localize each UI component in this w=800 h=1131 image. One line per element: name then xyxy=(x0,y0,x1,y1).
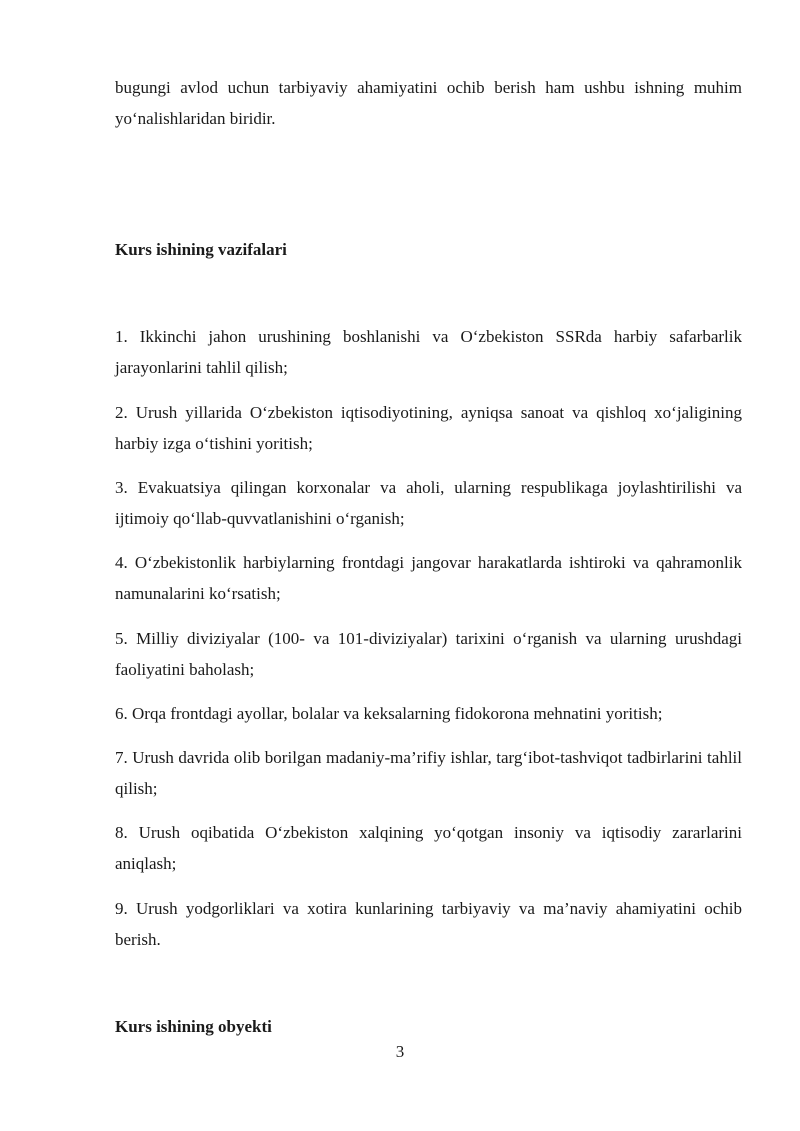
task-item-3: 3. Evakuatsiya qilingan korxonalar va aholi, ularning respublikaga joylashtirilishi va ijtimoiy qo‘llab-quvvatlanishini o‘rganish; xyxy=(115,478,742,528)
task-item-8: 8. Urush oqibatida O‘zbekiston xalqining yo‘qotgan insoniy va iqtisodiy zararlarini aniqlash; xyxy=(115,823,742,873)
section-heading-object: Kurs ishining obyekti xyxy=(115,1017,272,1036)
section-heading-tasks: Kurs ishining vazifalari xyxy=(115,240,287,259)
page-number: 3 xyxy=(395,1042,405,1061)
task-item-7: 7. Urush davrida olib borilgan madaniy-ma’rifiy ishlar, targ‘ibot-tashviqot tadbirlarini tahlil qilish; xyxy=(115,748,742,798)
task-item-4: 4. O‘zbekistonlik harbiylarning frontdagi jangovar harakatlarda ishtiroki va qahramonlik namunalarini ko‘rsatish; xyxy=(115,553,742,603)
task-item-5: 5. Milliy diviziyalar (100- va 101-diviziyalar) tarixini o‘rganish va ularning urushdagi faoliyatini baholash; xyxy=(115,629,742,679)
task-item-1: 1. Ikkinchi jahon urushining boshlanishi va O‘zbekiston SSRda harbiy safarbarlik jarayonlarini tahlil qilish; xyxy=(115,327,742,377)
task-item-9: 9. Urush yodgorliklari va xotira kunlarining tarbiyaviy va ma’naviy ahamiyatini ochib berish. xyxy=(115,899,742,949)
task-item-6: 6. Orqa frontdagi ayollar, bolalar va keksalarning fidokorona mehnatini yoritish; xyxy=(115,704,663,723)
intro-paragraph: bugungi avlod uchun tarbiyaviy ahamiyatini ochib berish ham ushbu ishning muhim yo‘nalishlaridan biridir. xyxy=(115,78,742,128)
task-item-2: 2. Urush yillarida O‘zbekiston iqtisodiyotining, ayniqsa sanoat va qishloq xo‘jaligining harbiy izga o‘tishini yoritish; xyxy=(115,403,742,453)
